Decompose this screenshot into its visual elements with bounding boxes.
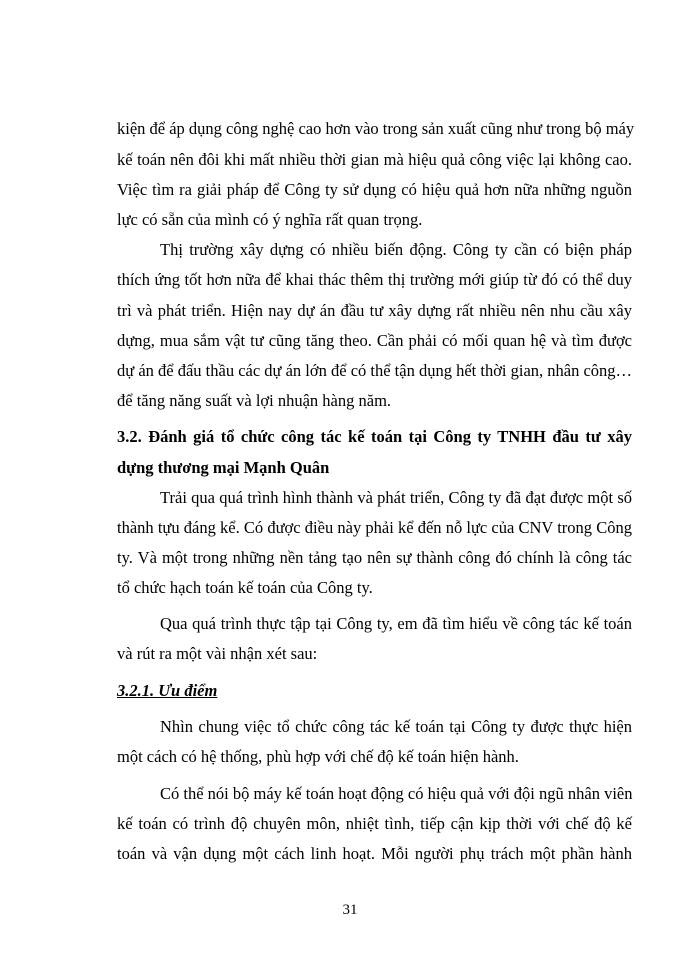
text-line: Có thể nói bộ máy kế toán hoạt động có hiệu quả với đội ngũ nhân viên xyxy=(160,784,633,803)
text-line: thích ứng tốt hơn nữa để khai thác thêm thị trường mới giúp từ đó có thể duy xyxy=(117,270,632,289)
text-line: lực có sẵn của mình có ý nghĩa rất quan trọng. xyxy=(117,210,423,229)
text-line: kiện để áp dụng công nghệ cao hơn vào trong sản xuất cũng như trong bộ máy xyxy=(117,119,635,138)
text-line: thành tựu đáng kể. Có được điều này phải kể đến nỗ lực của CNV trong Công xyxy=(117,518,632,537)
text-line: kế toán có trình độ chuyên môn, nhiệt tình, tiếp cận kịp thời với chế độ kế xyxy=(117,814,632,833)
text-line: và rút ra một vài nhận xét sau: xyxy=(117,644,318,663)
text-line: dựng, mua sắm vật tư cũng tăng theo. Cần phải có mối quan hệ và tìm được xyxy=(117,331,632,350)
text-line: Nhìn chung việc tổ chức công tác kế toán tại Công ty được thực hiện xyxy=(160,717,632,736)
text-line: trì và phát triển. Hiện nay dự án đầu tư xây dựng rất nhiều nên nhu cầu xây xyxy=(117,301,632,320)
page-number: 31 xyxy=(342,902,358,918)
section-heading: dựng thương mại Mạnh Quân xyxy=(117,458,330,477)
text-line: một cách có hệ thống, phù hợp với chế độ kế toán hiện hành. xyxy=(117,747,519,766)
text-line: Việc tìm ra giải pháp để Công ty sử dụng có hiệu quả hơn nữa những nguồn xyxy=(117,180,632,199)
text-line: dự án để đấu thầu các dự án lớn để có thể tận dụng hết thời gian, nhân công… xyxy=(117,361,633,380)
text-line: Thị trường xây dựng có nhiều biến động. Công ty cần có biện pháp xyxy=(160,240,632,259)
text-line: toán và vận dụng một cách linh hoạt. Mỗi người phụ trách một phần hành xyxy=(117,844,632,863)
section-heading: 3.2. Đánh giá tổ chức công tác kế toán tại Công ty TNHH đầu tư xây xyxy=(117,427,632,446)
text-line: Trải qua quá trình hình thành và phát triển, Công ty đã đạt được một số xyxy=(160,488,632,507)
text-line: để tăng năng suất và lợi nhuận hàng năm. xyxy=(117,391,392,410)
text-line: tổ chức hạch toán kế toán của Công ty. xyxy=(117,578,373,597)
text-line: kế toán nên đôi khi mất nhiều thời gian mà hiệu quả công việc lại không cao. xyxy=(117,150,632,169)
text-line: Qua quá trình thực tập tại Công ty, em đã tìm hiểu về công tác kế toán xyxy=(160,614,632,633)
text-line: ty. Và một trong những nền tảng tạo nên sự thành công đó chính là công tác xyxy=(117,548,632,567)
subsection-heading: 3.2.1. Ưu điểm xyxy=(117,681,218,700)
